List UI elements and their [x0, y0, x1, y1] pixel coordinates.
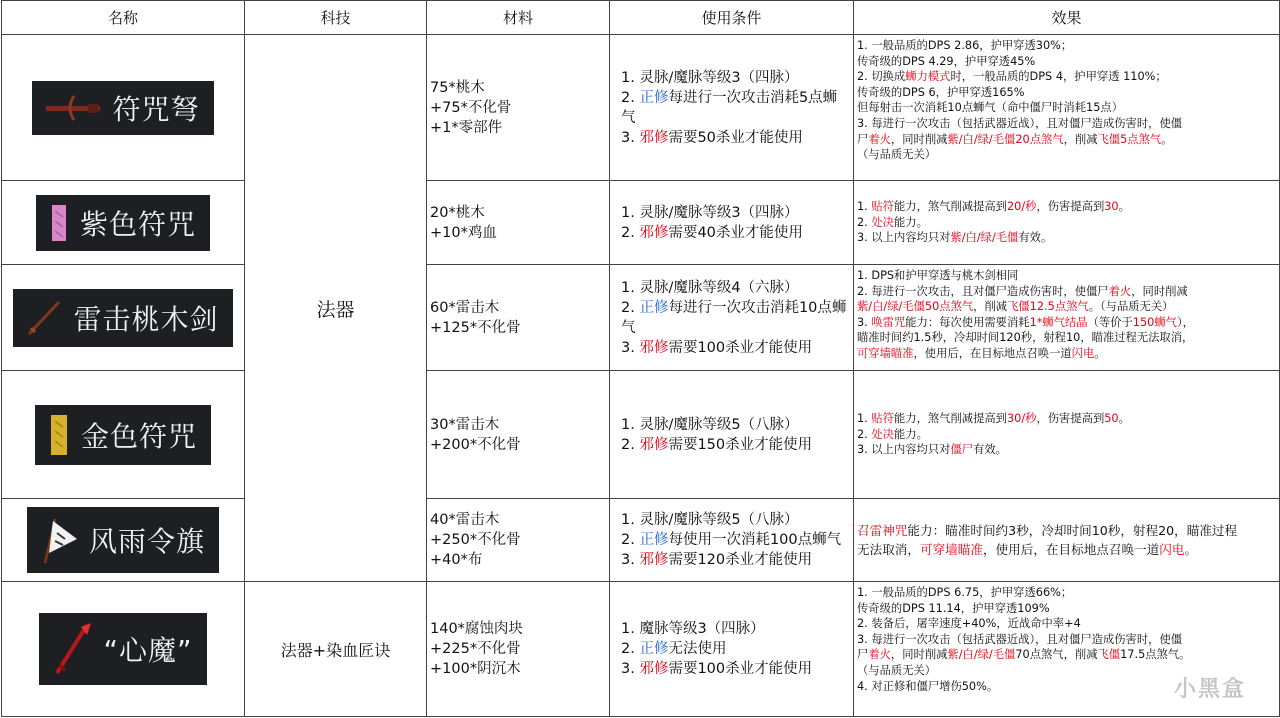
tech-cell	[245, 582, 427, 717]
condition-line: 1. 灵脉/魔脉等级3（四脉）	[621, 69, 799, 86]
material-cell: 140*腐蚀肉块 +225*不化骨 +100*阴沉木	[427, 582, 610, 717]
material-line: +75*不化骨	[430, 99, 512, 116]
table-row	[2, 582, 1280, 717]
condition-line: 3. 邪修需要50杀业才能使用	[621, 129, 803, 146]
tech-label: 法器+染血匠诀	[280, 640, 391, 660]
header-condition: 使用条件	[610, 1, 854, 35]
name-cell	[2, 35, 245, 181]
tech-cell	[245, 35, 427, 582]
table-row	[2, 499, 1280, 582]
header-material: 材料	[427, 1, 610, 35]
item-name: 符咒弩	[112, 92, 200, 126]
condition-cell: 1. 灵脉/魔脉等级5（八脉） 2. 正修每使用一次消耗100点蛳气 3. 邪修需要120杀业才能使用	[610, 499, 854, 582]
item-name: 金色符咒	[80, 419, 197, 453]
item-badge	[27, 507, 219, 573]
peach-sword-icon	[25, 298, 63, 338]
table-row	[2, 181, 1280, 265]
effect-cell: 1. DPS和护甲穿透与桃木剑相同 2. 每进行一次攻击，且对僵尸造成伤害时，使僵尸着火，同时削减 紫/白/绿/毛僵50点煞气，削减飞僵12.5点煞气。（与品质无关） 3. 唤雷咒能力：每次使用需要消耗1*蛳气结晶（等价于150蛳气）， 瞄准时间约1.5秒，冷却时间120秒，射程10，瞄准过程无法取消， 可穿墙瞄准，使用后，在目标地点召唤一道闪电。	[854, 265, 1280, 371]
header-name: 名称	[2, 1, 245, 35]
material-line: +1*零部件	[430, 119, 503, 136]
condition-cell: 1. 魔脉等级3（四脉） 2. 正修无法使用 3. 邪修需要100杀业才能使用	[610, 582, 854, 717]
item-name: 紫色符咒	[79, 207, 196, 241]
material-cell	[427, 35, 610, 181]
name-cell	[2, 582, 245, 717]
name-cell	[2, 265, 245, 371]
item-badge	[36, 195, 210, 251]
item-name: 风雨令旗	[88, 525, 205, 558]
header-effect: 效果	[854, 1, 1280, 35]
condition-cell: 1. 灵脉/魔脉等级5（八脉） 2. 邪修需要150杀业才能使用	[610, 371, 854, 499]
item-badge	[39, 613, 206, 685]
command-flag-icon	[39, 515, 79, 565]
tech-label: 法器	[316, 298, 355, 321]
material-cell: 40*雷击木 +250*不化骨 +40*布	[427, 499, 610, 582]
header-tech: 科技	[245, 1, 427, 35]
name-cell	[2, 371, 245, 499]
table-row	[2, 265, 1280, 371]
condition-cell: 1. 灵脉/魔脉等级3（四脉） 2. 邪修需要40杀业才能使用	[610, 181, 854, 265]
item-badge	[13, 289, 232, 347]
item-name: 雷击桃木剑	[73, 302, 219, 336]
material-cell: 30*雷击木 +200*不化骨	[427, 371, 610, 499]
effect-cell: 召雷神咒能力：瞄准时间约3秒，冷却时间10秒，射程20，瞄准过程 无法取消，可穿墙瞄准，使用后，在目标地点召唤一道闪电。	[854, 499, 1280, 582]
material-cell: 60*雷击木 +125*不化骨	[427, 265, 610, 371]
condition-cell	[610, 35, 854, 181]
equipment-table	[1, 0, 1280, 717]
name-cell	[2, 499, 245, 582]
material-cell: 20*桃木 +10*鸡血	[427, 181, 610, 265]
effect-cell: 1. 贴符能力，煞气削减提高到30/秒，伤害提高到50。 2. 处决能力。 3. 以上内容均只对僵尸有效。	[854, 371, 1280, 499]
header-row	[2, 1, 1280, 35]
condition-line: 2. 正修每进行一次攻击消耗5点蛳气	[621, 89, 838, 126]
purple-talisman-icon	[48, 203, 70, 243]
item-name: “心魔”	[103, 634, 193, 667]
effect-cell: 1. 一般品质的DPS 2.86，护甲穿透30%； 传奇级的DPS 4.29，护甲穿透45% 2. 切换成蛳力模式时，一般品质的DPS 4，护甲穿透 110%； 传奇级的DPS 6，护甲穿透165% 但每射击一次消耗10点蛳气（命中僵尸时消耗15点） 3. 每进行一次攻击（包括武器近战），且对僵尸造成伤害时，使僵 尸着火，同时削减紫/白/绿/毛僵20点煞气，削减飞僵5点煞气。 （与品质无关）	[854, 35, 1280, 181]
condition-cell: 1. 灵脉/魔脉等级4（六脉） 2. 正修每进行一次攻击消耗10点蛳气 3. 邪修需要100杀业才能使用	[610, 265, 854, 371]
crossbow-icon	[44, 93, 102, 123]
material-line: 75*桃木	[430, 79, 485, 96]
item-badge	[35, 405, 211, 465]
gold-talisman-icon	[47, 413, 71, 457]
effect-cell: 1. 一般品质的DPS 6.75，护甲穿透66%； 传奇级的DPS 11.14，护甲穿透109% 2. 装备后，屠宰速度+40%，近战命中率+4 3. 每进行一次攻击（包括武器近战），且对僵尸造成伤害时，使僵 尸着火，同时削减紫/白/绿/毛僵70点煞气，削减飞僵17.5点煞气。 （与品质无关） 4. 对正修和僵尸增伤50%。	[854, 582, 1280, 717]
name-cell	[2, 181, 245, 265]
watermark: 小黑盒	[1173, 677, 1246, 702]
effect-cell: 1. 贴符能力，煞气削减提高到20/秒，伤害提高到30。 2. 处决能力。 3. 以上内容均只对紫/白/绿/毛僵有效。	[854, 181, 1280, 265]
red-spear-icon	[51, 621, 93, 677]
item-badge	[32, 81, 213, 135]
table-row	[2, 371, 1280, 499]
table-row	[2, 35, 1280, 181]
